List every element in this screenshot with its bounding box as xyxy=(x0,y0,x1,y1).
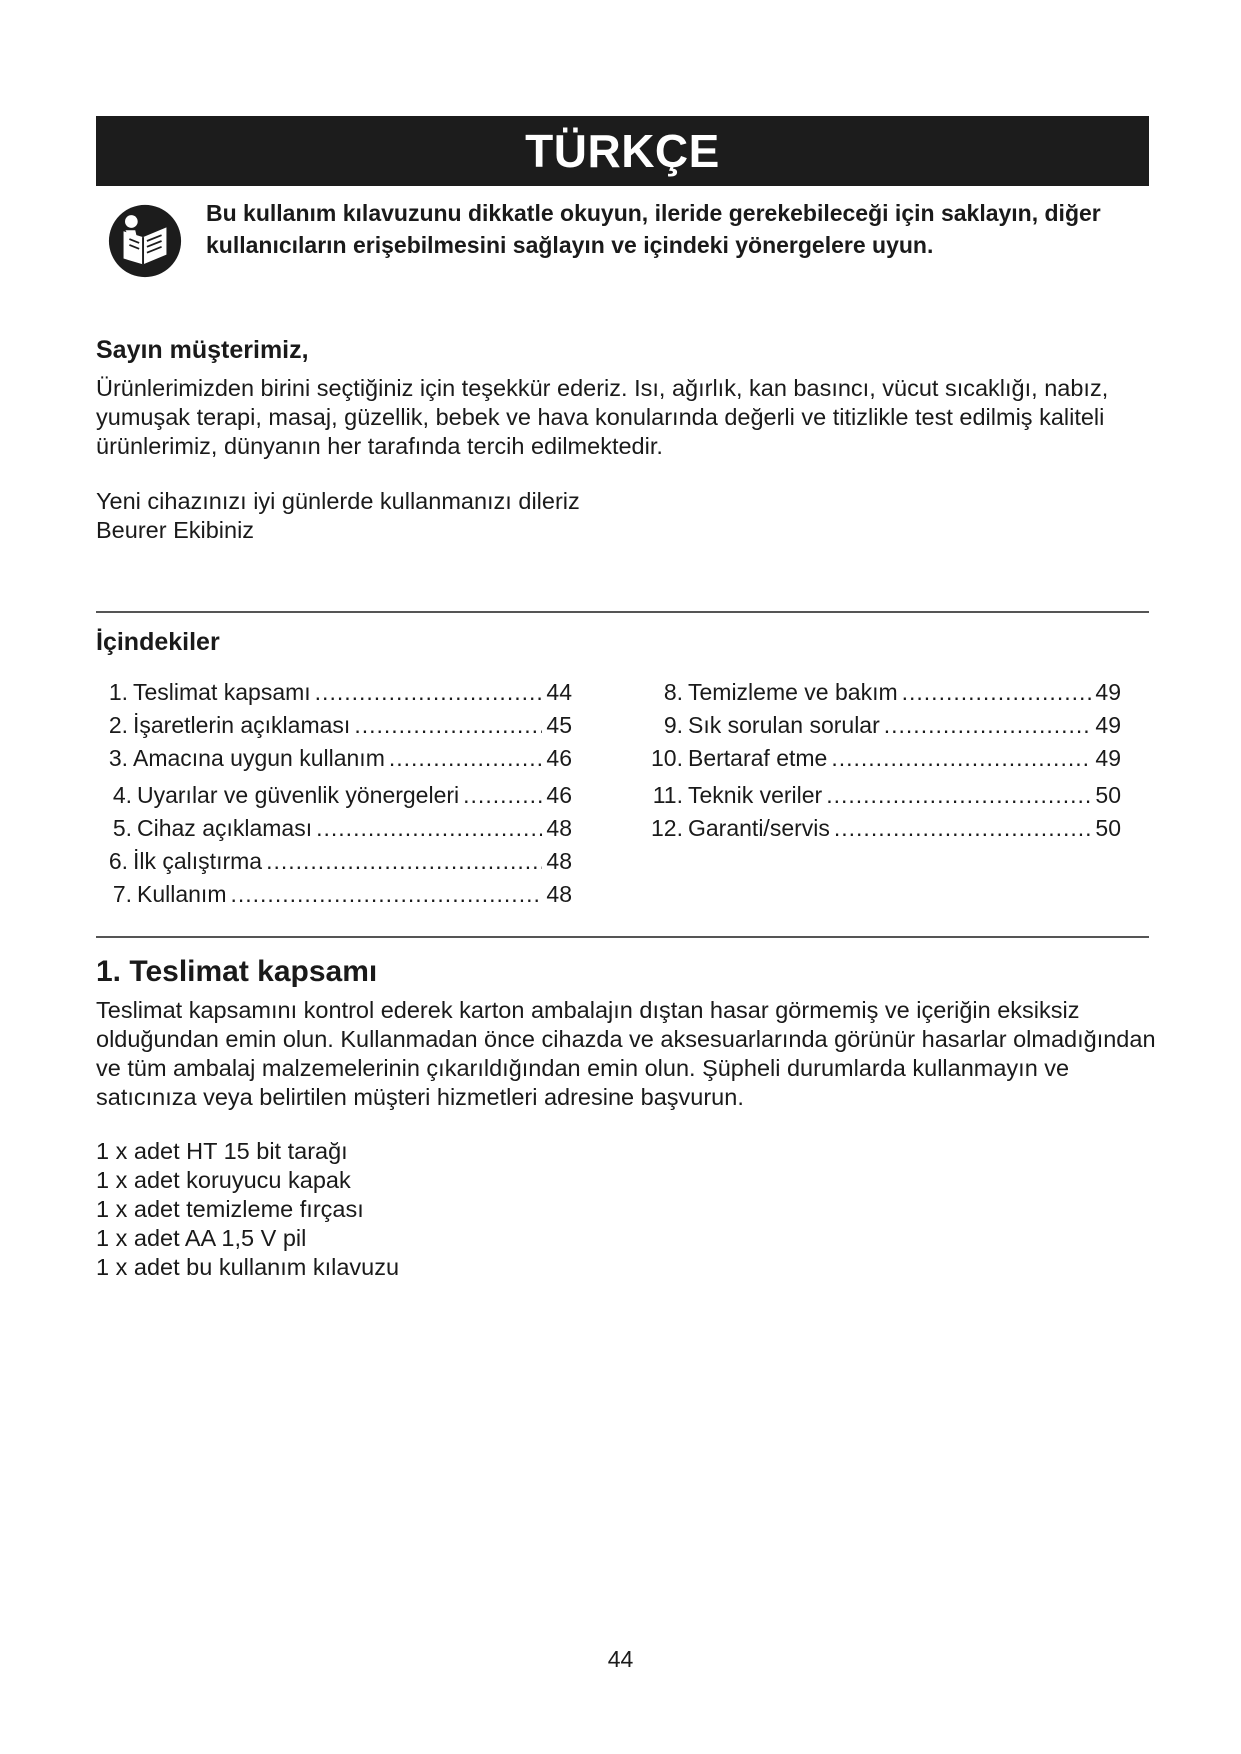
language-banner: TÜRKÇE xyxy=(96,116,1149,186)
toc-entry-page: 50 xyxy=(1095,815,1121,841)
greeting-closing xyxy=(96,487,1156,545)
toc-entry-page: 50 xyxy=(1095,782,1121,808)
toc-entry-page: 44 xyxy=(546,679,572,705)
toc-entry-number: 4. xyxy=(112,782,132,808)
toc-entry-page: 49 xyxy=(1095,712,1121,738)
section-paragraph: Teslimat kapsamını kontrol ederek karton ambalajın dıştan hasar görmemiş ve içeriğin eksiksiz olduğundan emin olun. Kullanmadan önce cihazda ve aksesuarlarında görünür hasarlar olmadığından ve tüm ambalaj malzemelerinin çıkarıldığından emin olun. Şüpheli durumlarda kullanmayın ve satıcınıza veya belirtilen müşteri hizmetleri adresine başvurun. xyxy=(96,997,1156,1110)
toc-entry-number: 1. xyxy=(108,679,128,705)
toc-entry-label: İlk çalıştırma xyxy=(133,848,263,874)
divider-bottom xyxy=(96,936,1149,938)
toc-entry-page: 48 xyxy=(546,815,572,841)
toc-entry-number: 5. xyxy=(112,815,132,841)
toc-entry-label: Amacına uygun kullanım xyxy=(133,745,385,771)
toc-entry-number: 10. xyxy=(651,745,683,771)
toc-entry xyxy=(643,676,1121,709)
toc-entry-label: Cihaz açıklaması xyxy=(137,815,313,841)
toc-entry-label: Teslimat kapsamı xyxy=(133,679,311,705)
list-item: 1 x adet HT 15 bit tarağı xyxy=(96,1138,348,1164)
delivery-items-list xyxy=(96,1137,399,1282)
toc-leader-dots xyxy=(826,779,1091,812)
toc-entry-label: Sık sorulan sorular xyxy=(688,712,880,738)
toc-leader-dots xyxy=(266,845,542,878)
toc-entry-number: 3. xyxy=(108,745,128,771)
toc-entry-page: 46 xyxy=(546,782,572,808)
toc-leader-dots xyxy=(884,709,1092,742)
toc-entry-page: 46 xyxy=(546,745,572,771)
toc-entry-page: 48 xyxy=(546,881,572,907)
page-number: 44 xyxy=(607,1646,634,1672)
toc-entry-page: 49 xyxy=(1095,679,1121,705)
toc-entry-number: 7. xyxy=(112,881,132,907)
toc-entry xyxy=(110,878,572,911)
toc-entry xyxy=(643,779,1121,812)
list-item: 1 x adet bu kullanım kılavuzu xyxy=(96,1254,400,1280)
toc-leader-dots xyxy=(230,878,542,911)
toc-entry-number: 2. xyxy=(108,712,128,738)
toc-entry-page: 49 xyxy=(1095,745,1121,771)
toc-entry-number: 6. xyxy=(108,848,128,874)
toc-leader-dots xyxy=(831,742,1091,775)
greeting-paragraph: Ürünlerimizden birini seçtiğiniz için teşekkür ederiz. Isı, ağırlık, kan basıncı, vücut sıcaklığı, nabız, yumuşak terapi, masaj, güzellik, bebek ve hava konularında değerli ve titizlikle test edilmiş kaliteli ürünlerimiz, dünyanın her tarafında tercih edilmektedir. xyxy=(96,375,1109,459)
read-manual-icon xyxy=(106,202,184,280)
toc-entry xyxy=(106,709,572,742)
toc-entry-label: Teknik veriler xyxy=(688,782,823,808)
toc-entry xyxy=(643,742,1121,775)
toc-leader-dots xyxy=(315,676,543,709)
toc-title: İçindekiler xyxy=(96,628,220,656)
closing-line-1: Yeni cihazınızı iyi günlerde kullanmanızı dileriz xyxy=(96,488,580,514)
toc-entry xyxy=(110,812,572,845)
toc-entry xyxy=(643,812,1121,845)
toc-entry-label: Garanti/servis xyxy=(688,815,830,841)
toc-entry-number: 8. xyxy=(663,679,683,705)
divider-top xyxy=(96,611,1149,613)
list-item: 1 x adet koruyucu kapak xyxy=(96,1167,351,1193)
toc-leader-dots xyxy=(316,812,542,845)
toc-entry xyxy=(106,676,572,709)
list-item: 1 x adet AA 1,5 V pil xyxy=(96,1225,307,1251)
toc-entry xyxy=(643,709,1121,742)
toc-leader-dots xyxy=(902,676,1092,709)
toc-entry-label: Temizleme ve bakım xyxy=(688,679,898,705)
manual-notice: Bu kullanım kılavuzunu dikkatle okuyun, ileride gerekebileceği için saklayın, diğer kullanıcıların erişebilmesini sağlayın ve içindeki yönergelere uyun. xyxy=(206,200,1101,258)
greeting-title: Sayın müşterimiz, xyxy=(96,336,309,364)
list-item: 1 x adet temizleme fırçası xyxy=(96,1196,364,1222)
toc-entry xyxy=(106,845,572,878)
toc-entry-number: 11. xyxy=(652,782,683,808)
toc-leader-dots xyxy=(389,742,543,775)
toc-leader-dots xyxy=(463,779,542,812)
toc-entry xyxy=(106,742,572,775)
toc-entry-number: 12. xyxy=(651,815,683,841)
toc-entry-page: 48 xyxy=(546,848,572,874)
toc-entry-label: Uyarılar ve güvenlik yönergeleri xyxy=(137,782,460,808)
section-title: 1. Teslimat kapsamı xyxy=(96,955,378,988)
toc-leader-dots xyxy=(354,709,542,742)
toc-entry-number: 9. xyxy=(663,712,683,738)
closing-line-2: Beurer Ekibiniz xyxy=(96,517,255,543)
toc-entry-page: 45 xyxy=(546,712,572,738)
toc-entry-label: Bertaraf etme xyxy=(688,745,828,771)
toc-entry-label: Kullanım xyxy=(137,881,227,907)
toc-entry-label: İşaretlerin açıklaması xyxy=(133,712,351,738)
toc-leader-dots xyxy=(834,812,1092,845)
toc-entry xyxy=(110,779,572,812)
